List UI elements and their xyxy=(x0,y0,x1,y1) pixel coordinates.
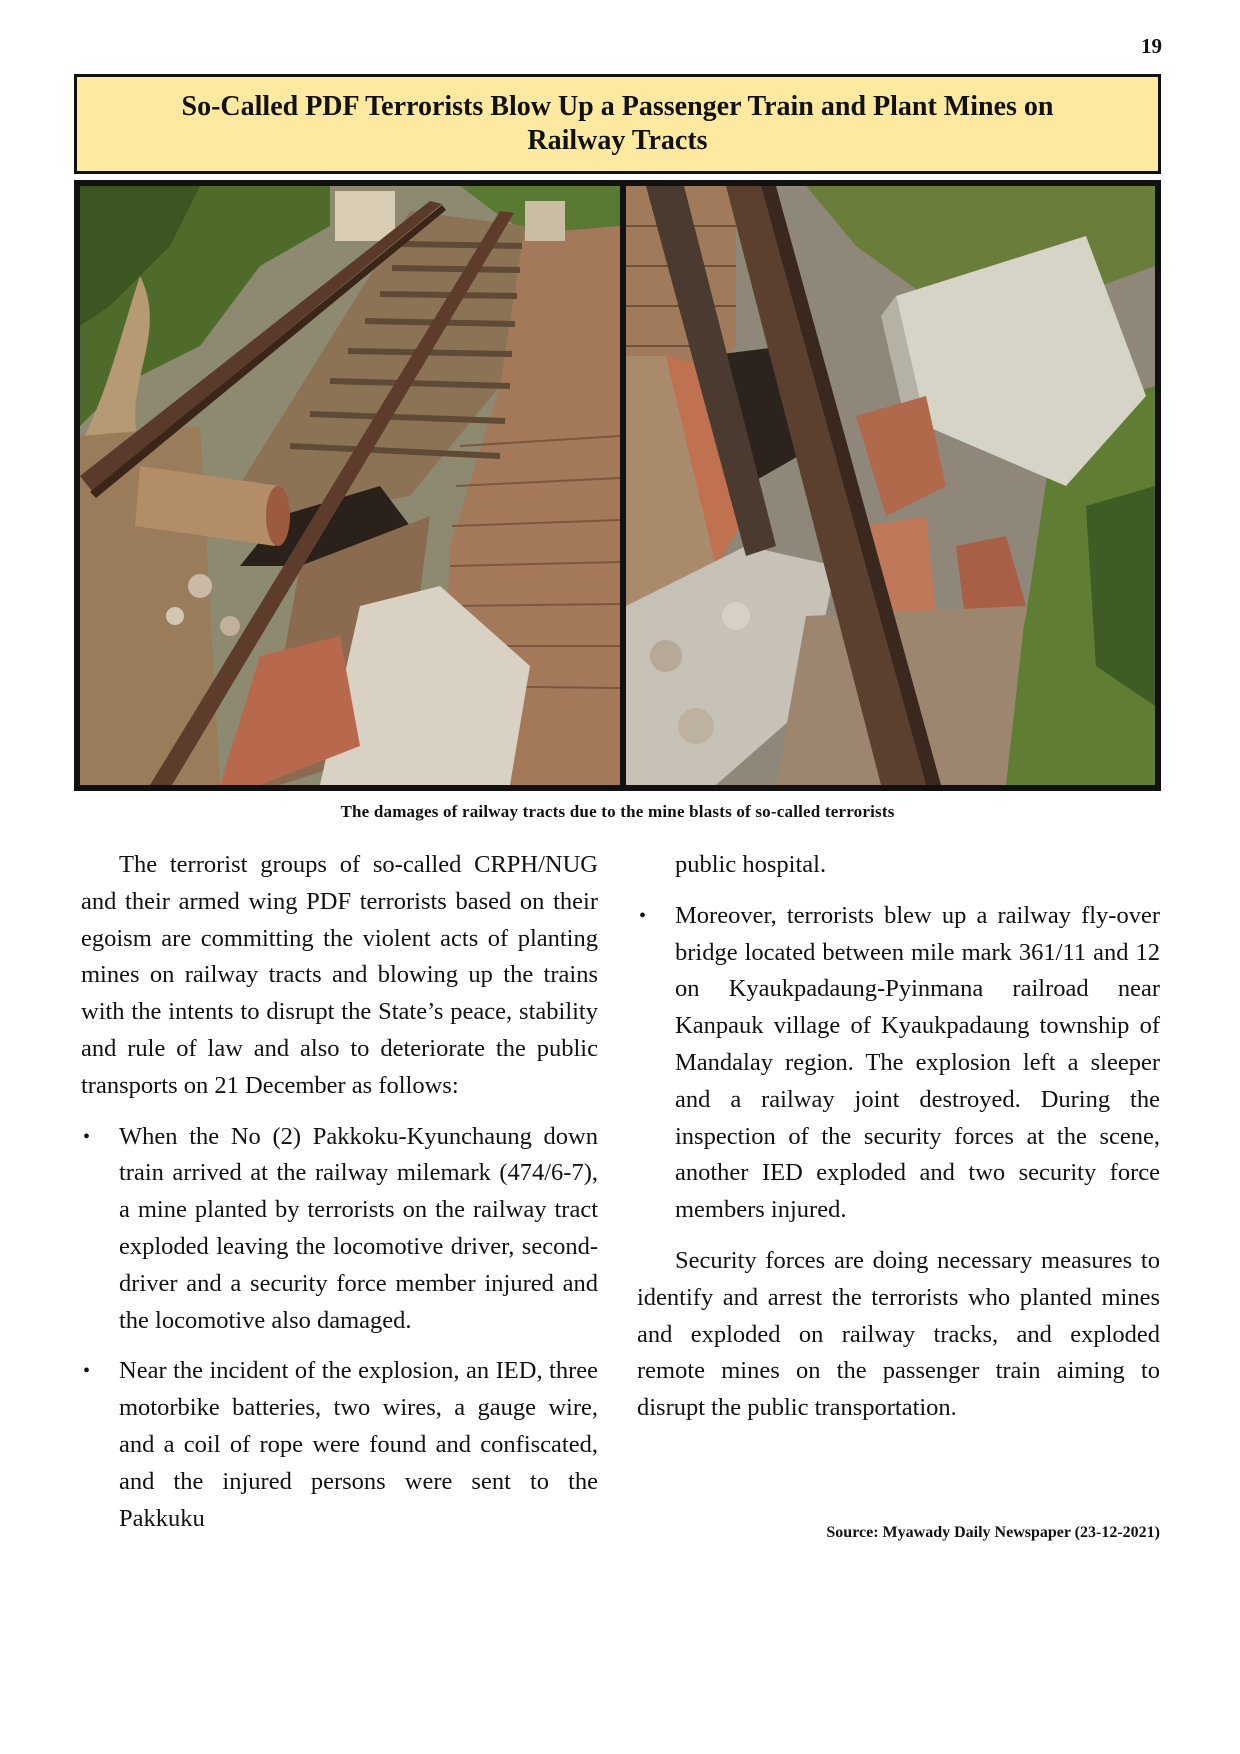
exploded-rail-joint-image xyxy=(626,186,1155,785)
list-item-continuation: public hospital. xyxy=(675,851,827,878)
list-item: • Moreover, terrorists blew up a railway fly-over bridge located between mile mark 361/11 and 12 on Kyaukpadaung-Pyinmana railroad near Kanpauk village of Kyaukpadaung township of Mandalay region. The explosion left a sleeper and a railway joint destroyed. During the inspection of the security forces at the scene, another IED exploded and two security force members injured. xyxy=(637,898,1160,1229)
article-column-right xyxy=(637,847,1160,1441)
damaged-railway-bridge-photo xyxy=(80,186,620,785)
article-column-left xyxy=(81,847,598,1551)
exploded-rail-joint-photo xyxy=(626,186,1155,785)
incident-list-continued xyxy=(637,898,1160,1229)
photo-caption: The damages of railway tracts due to the mine blasts of so-called terrorists xyxy=(340,802,895,821)
photo-frame xyxy=(74,180,1161,791)
list-item: • Near the incident of the explosion, an IED, three motorbike batteries, two wires, a gauge wire, and a coil of rope were found and confiscated, and the injured persons were sent to the Pakkuku xyxy=(81,1353,598,1537)
incident-list xyxy=(81,1119,598,1538)
list-item: • When the No (2) Pakkoku-Kyunchaung down train arrived at the railway milemark (474/6-7), a mine planted by terrorists on the railway tract exploded leaving the locomotive driver, second-driver and a security force member injured and the locomotive also damaged. xyxy=(81,1119,598,1340)
damaged-railway-bridge-image xyxy=(80,186,620,785)
intro-paragraph: The terrorist groups of so-called CRPH/NUG and their armed wing PDF terrorists based on their egoism are committing the violent acts of planting mines on railway tracts and blowing up the trains with the intents to disrupt the State’s peace, stability and rule of law and also to deteriorate the public transports on 21 December as follows: xyxy=(81,851,598,1099)
headline-box xyxy=(74,74,1161,174)
page-number: 19 xyxy=(1141,34,1162,58)
closing-paragraph: Security forces are doing necessary measures to identify and arrest the terrorists who planted mines and exploded on railway tracks, and exploded remote mines on the passenger train aiming to disrupt the public transportation. xyxy=(637,1246,1160,1422)
headline: So-Called PDF Terrorists Blow Up a Passenger Train and Plant Mines on Railway Tracts xyxy=(181,91,1054,156)
source-credit: Source: Myawady Daily Newspaper (23-12-2021) xyxy=(826,1524,1160,1541)
